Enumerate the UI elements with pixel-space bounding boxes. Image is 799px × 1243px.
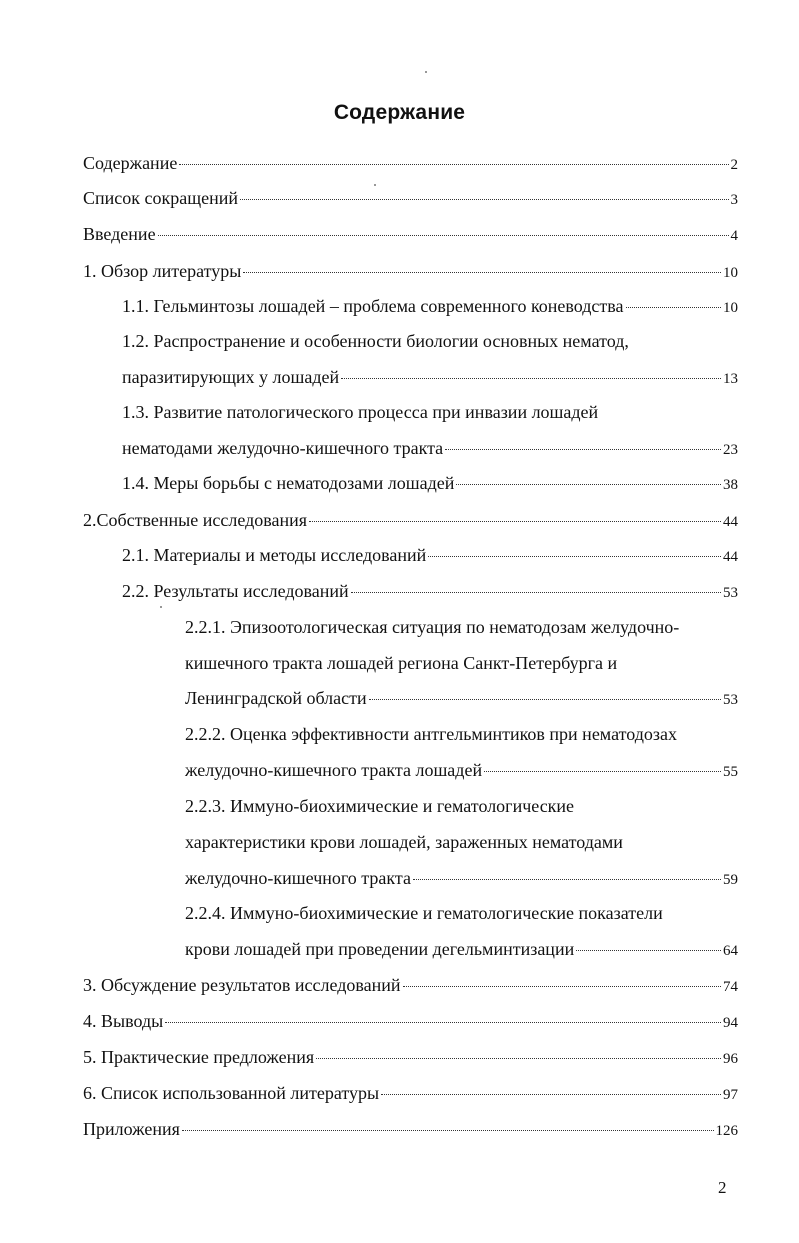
toc-entry — [83, 508, 738, 534]
toc-entry-text: паразитирующих у лошадей — [122, 367, 340, 387]
toc-entry-text: 2.2. Результаты исследований — [122, 581, 349, 601]
toc-entry-text: 1.3. Развитие патологического процесса при инвазии лошадей — [122, 402, 599, 422]
toc-entry-text: 2.2.4. Иммуно-биохимические и гематологические показатели — [185, 903, 663, 923]
toc-entry-page: 53 — [723, 585, 738, 601]
toc-entry-text: желудочно-кишечного тракта лошадей — [185, 760, 483, 780]
toc-entry-text: 2.2.1. Эпизоотологическая ситуация по нематодозам желудочно- — [185, 617, 680, 637]
page-title: Содержание — [333, 101, 466, 124]
toc-entry-text: 2.2.2. Оценка эффективности антгельминтиков при нематодозах — [185, 724, 677, 744]
toc-entry-text: 1.4. Меры борьбы с нематодозами лошадей — [122, 473, 455, 493]
toc-entry-page: 23 — [723, 442, 738, 458]
toc-entry — [83, 151, 738, 177]
toc-entry — [83, 1117, 738, 1143]
toc-entry — [185, 866, 738, 892]
dot-leader — [165, 1022, 721, 1023]
toc-entry — [83, 1045, 738, 1071]
toc-entry — [83, 259, 738, 285]
dot-leader — [341, 378, 721, 379]
toc-entry-page: 2 — [730, 157, 738, 173]
toc-entry — [122, 365, 738, 391]
page-number: 2 — [718, 1178, 727, 1197]
dot-leader — [428, 556, 721, 557]
toc-entry — [83, 186, 738, 212]
toc-entry — [122, 579, 738, 605]
scan-speck — [160, 606, 162, 608]
toc-entry — [122, 543, 738, 569]
toc-entry-page: 13 — [723, 371, 738, 387]
toc-entry-text: 3. Обсуждение результатов исследований — [83, 975, 401, 995]
toc-entry-text: 4. Выводы — [83, 1011, 164, 1031]
toc-entry — [83, 1081, 738, 1107]
toc-entry-text: нематодами желудочно-кишечного тракта — [122, 438, 444, 458]
toc-entry-page: 10 — [723, 300, 738, 316]
toc-entry-page: 4 — [730, 228, 738, 244]
dot-leader — [240, 199, 729, 200]
dot-leader — [403, 986, 721, 987]
dot-leader — [316, 1058, 721, 1059]
toc-entry-text: желудочно-кишечного тракта — [185, 868, 411, 888]
toc-entry-page: 74 — [723, 979, 738, 995]
toc-entry-page: 126 — [715, 1123, 738, 1139]
toc-entry-page: 55 — [723, 764, 738, 780]
toc-entry-text: Приложения — [83, 1119, 180, 1139]
scan-speck — [425, 71, 427, 73]
dot-leader — [182, 1130, 714, 1131]
dot-leader — [309, 521, 721, 522]
toc-entry-text: 5. Практические предложения — [83, 1047, 315, 1067]
toc-entry-text: 1. Обзор литературы — [83, 261, 242, 281]
toc-entry — [83, 222, 738, 248]
dot-leader — [158, 235, 729, 236]
toc-entry-page: 53 — [723, 692, 738, 708]
toc-entry-page: 96 — [723, 1051, 738, 1067]
toc-entry-page: 94 — [723, 1015, 738, 1031]
dot-leader — [576, 950, 721, 951]
toc-entry — [122, 436, 738, 462]
dot-leader — [179, 164, 728, 165]
toc-entry-text: крови лошадей при проведении дегельминтизации — [185, 939, 575, 959]
toc-entry-page: 10 — [723, 265, 738, 281]
toc-entry-page: 44 — [723, 514, 738, 530]
dot-leader — [369, 699, 721, 700]
toc-entry — [122, 471, 738, 497]
dot-leader — [484, 771, 721, 772]
dot-leader — [243, 272, 721, 273]
toc-entry-text: 2.1. Материалы и методы исследований — [122, 545, 427, 565]
toc-entry-text: характеристики крови лошадей, зараженных нематодами — [185, 832, 623, 852]
dot-leader — [413, 879, 721, 880]
toc-entry-text: Введение — [83, 224, 156, 244]
toc-entry-text: Ленинградской области — [185, 688, 367, 708]
toc-entry-text: 2.Собственные исследования — [83, 510, 308, 530]
toc-entry — [185, 686, 738, 712]
toc-entry-text: кишечного тракта лошадей региона Санкт-Петербурга и — [185, 653, 618, 673]
toc-entry-text: 2.2.3. Иммуно-биохимические и гематологические — [185, 796, 575, 816]
toc-entry-text: 1.2. Распространение и особенности биологии основных нематод, — [122, 331, 629, 351]
toc-entry-page: 38 — [723, 477, 738, 493]
toc-entry-text: Содержание — [83, 153, 178, 173]
toc-entry-text: 6. Список использованной литературы — [83, 1083, 380, 1103]
toc-entry-text: Список сокращений — [83, 188, 238, 208]
dot-leader — [626, 307, 721, 308]
toc-entry-page: 64 — [723, 943, 738, 959]
toc-entry — [185, 937, 738, 963]
toc-entry-page: 97 — [723, 1087, 738, 1103]
toc-entry-text: 1.1. Гельминтозы лошадей – проблема современного коневодства — [122, 296, 624, 316]
dot-leader — [456, 484, 721, 485]
toc-entry — [122, 294, 738, 320]
toc-entry-page: 3 — [730, 192, 738, 208]
toc-entry — [83, 973, 738, 999]
toc-entry-page: 59 — [723, 872, 738, 888]
toc-entry-page: 44 — [723, 549, 738, 565]
dot-leader — [445, 449, 721, 450]
dot-leader — [351, 592, 721, 593]
toc-entry — [185, 758, 738, 784]
toc-entry — [83, 1009, 738, 1035]
dot-leader — [381, 1094, 721, 1095]
